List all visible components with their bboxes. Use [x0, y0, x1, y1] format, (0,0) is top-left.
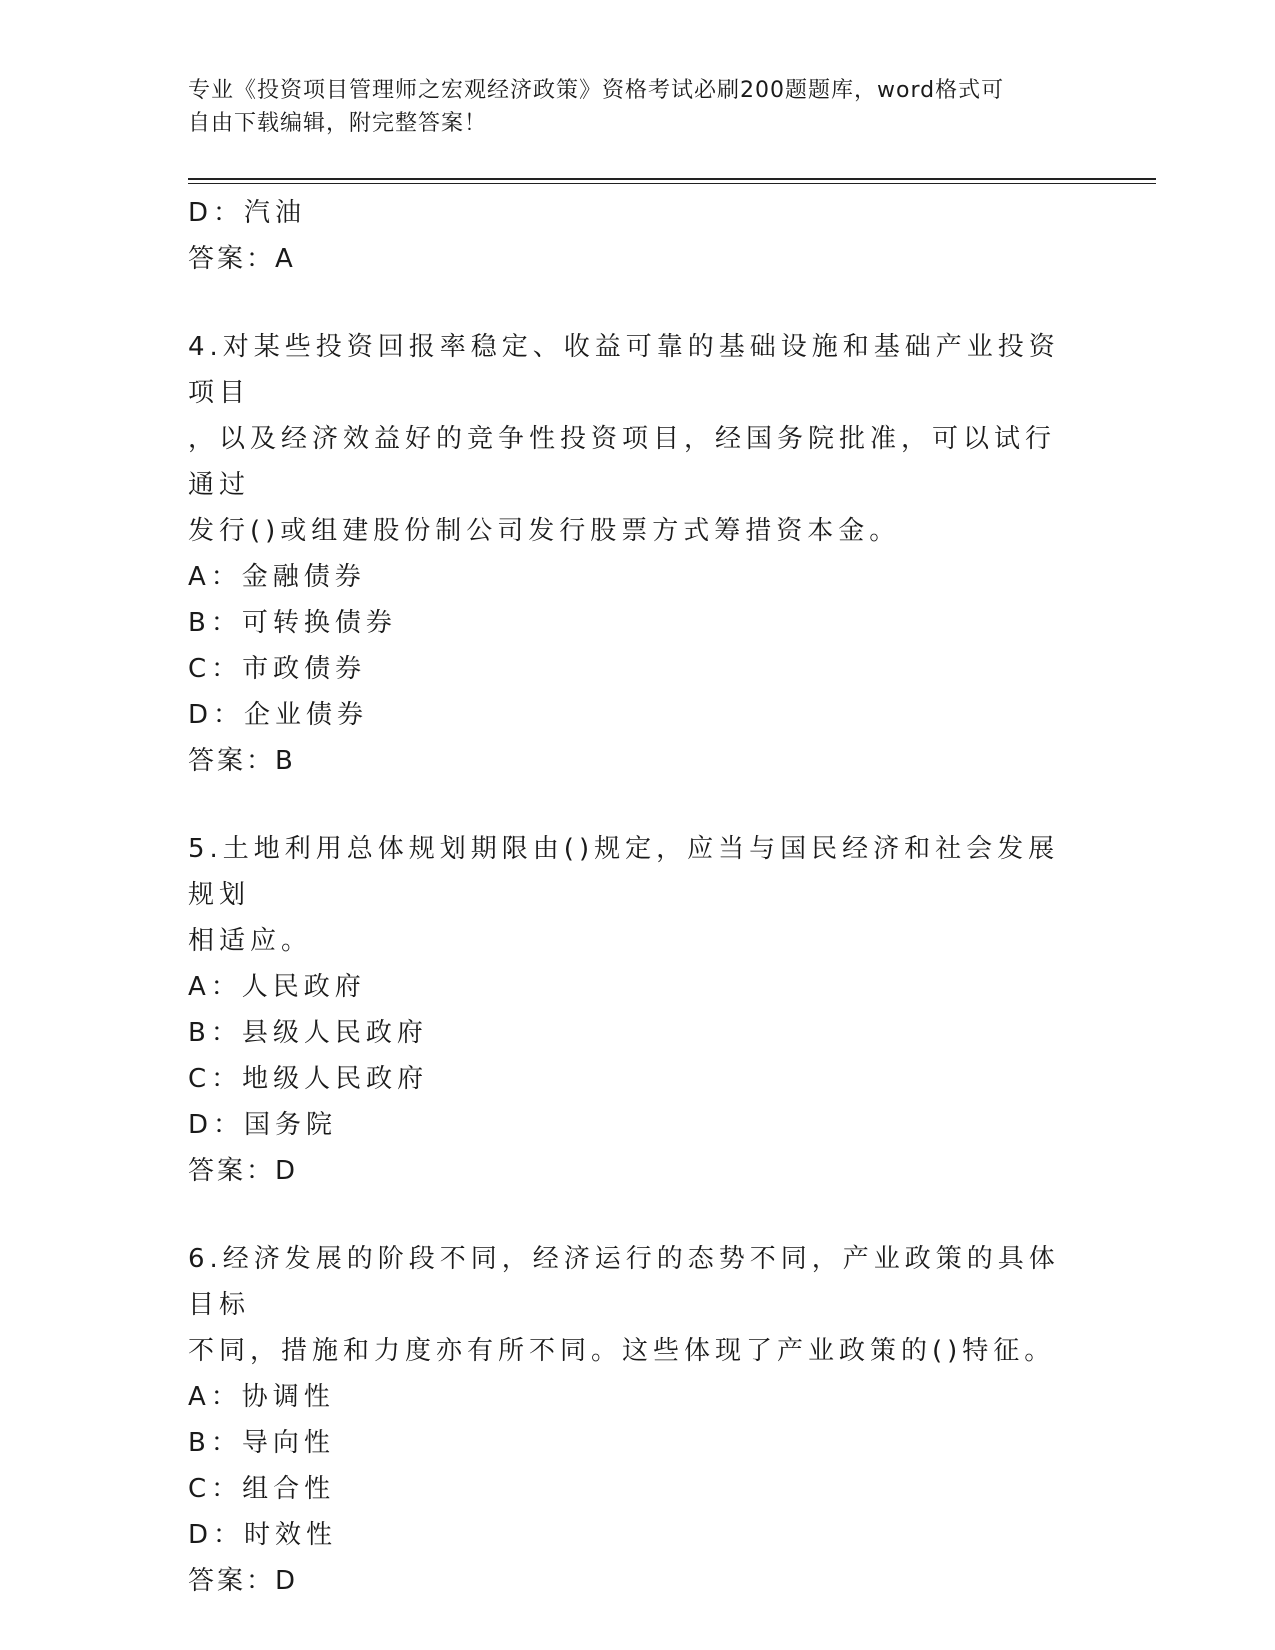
question-stem-line: 相适应。	[188, 926, 313, 956]
option-c: C：地级人民政府	[188, 1064, 429, 1094]
option-a: A：金融债券	[188, 562, 366, 592]
question-6	[188, 1236, 1068, 1604]
question-4	[188, 324, 1068, 784]
option-c: C：市政债券	[188, 654, 367, 684]
question-stem-line: 不同，措施和力度亦有所不同。这些体现了产业政策的()特征。	[188, 1336, 1056, 1366]
header-line-2: 自由下载编辑，附完整答案！	[188, 111, 488, 136]
document-body	[188, 190, 1068, 1604]
question-stem-line: 发行()或组建股份制公司发行股票方式筹措资本金。	[188, 516, 901, 546]
header-rule-thick	[188, 178, 1156, 180]
option-d: D：国务院	[188, 1110, 338, 1140]
carryover-answer: 答案：A	[188, 244, 296, 274]
option-b: B：导向性	[188, 1428, 335, 1458]
question-5	[188, 826, 1068, 1194]
answer: 答案：D	[188, 1566, 299, 1596]
option-c: C：组合性	[188, 1474, 336, 1504]
question-stem-line: 5.土地利用总体规划期限由()规定，应当与国民经济和社会发展规划	[188, 834, 1060, 910]
option-b: B：县级人民政府	[188, 1018, 428, 1048]
question-stem-line: 6.经济发展的阶段不同，经济运行的态势不同，产业政策的具体目标	[188, 1244, 1060, 1320]
option-b: B：可转换债券	[188, 608, 397, 638]
page-header	[188, 74, 1088, 140]
question-stem-line: 4.对某些投资回报率稳定、收益可靠的基础设施和基础产业投资项目	[188, 332, 1060, 408]
option-a: A：协调性	[188, 1382, 335, 1412]
header-rule-thin	[188, 183, 1156, 184]
option-d: D：时效性	[188, 1520, 338, 1550]
header-line-1: 专业《投资项目管理师之宏观经济政策》资格考试必刷200题题库，word格式可	[188, 78, 1005, 103]
carryover-option-d: D：汽油	[188, 198, 307, 228]
option-d: D：企业债券	[188, 700, 369, 730]
answer: 答案：B	[188, 746, 296, 776]
option-a: A：人民政府	[188, 972, 366, 1002]
answer: 答案：D	[188, 1156, 299, 1186]
question-stem-line: ，以及经济效益好的竞争性投资项目，经国务院批准，可以试行通过	[188, 424, 1057, 500]
